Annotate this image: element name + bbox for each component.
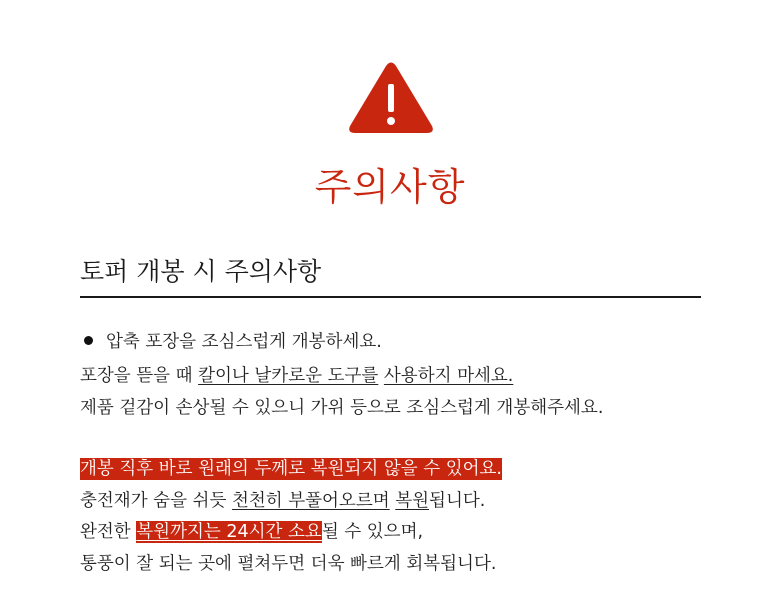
restore-line-3: 통풍이 잘 되는 곳에 펼쳐두면 더욱 빠르게 회복됩니다.	[80, 554, 497, 574]
text: 포장을 뜯을 때	[80, 366, 199, 386]
page-title: 주의사항	[314, 165, 466, 209]
caution-line-2	[80, 362, 513, 387]
underlined-text: 사용하지 마세요.	[383, 366, 514, 386]
heading-divider	[80, 296, 701, 298]
highlight-line	[80, 455, 502, 480]
text: 될 수 있으며,	[321, 522, 424, 542]
bullet-dot-icon	[84, 336, 93, 345]
underlined-text: 칼이나 날카로운 도구를	[198, 366, 379, 386]
section-heading: 토퍼 개봉 시 주의사항	[80, 257, 322, 286]
bullet-text: 압축 포장을 조심스럽게 개봉하세요.	[106, 332, 382, 352]
restore-line-2	[80, 518, 423, 543]
text: 충전재가 숨을 쉬듯	[80, 491, 232, 511]
underlined-text: 천천히 부풀어오르며	[231, 491, 390, 511]
underlined-text: 복원	[395, 491, 430, 511]
highlighted-text: 개봉 직후 바로 원래의 두께로 복원되지 않을 수 있어요.	[80, 459, 502, 479]
bullet-item	[80, 328, 382, 353]
restore-line-1	[80, 487, 485, 512]
highlighted-text: 복원까지는 24시간 소요	[136, 522, 322, 542]
text: 됩니다.	[429, 491, 486, 511]
caution-line-3: 제품 겉감이 손상될 수 있으니 가위 등으로 조심스럽게 개봉해주세요.	[80, 398, 604, 418]
text: 완전한	[80, 522, 137, 542]
warning-triangle-icon	[348, 60, 434, 134]
